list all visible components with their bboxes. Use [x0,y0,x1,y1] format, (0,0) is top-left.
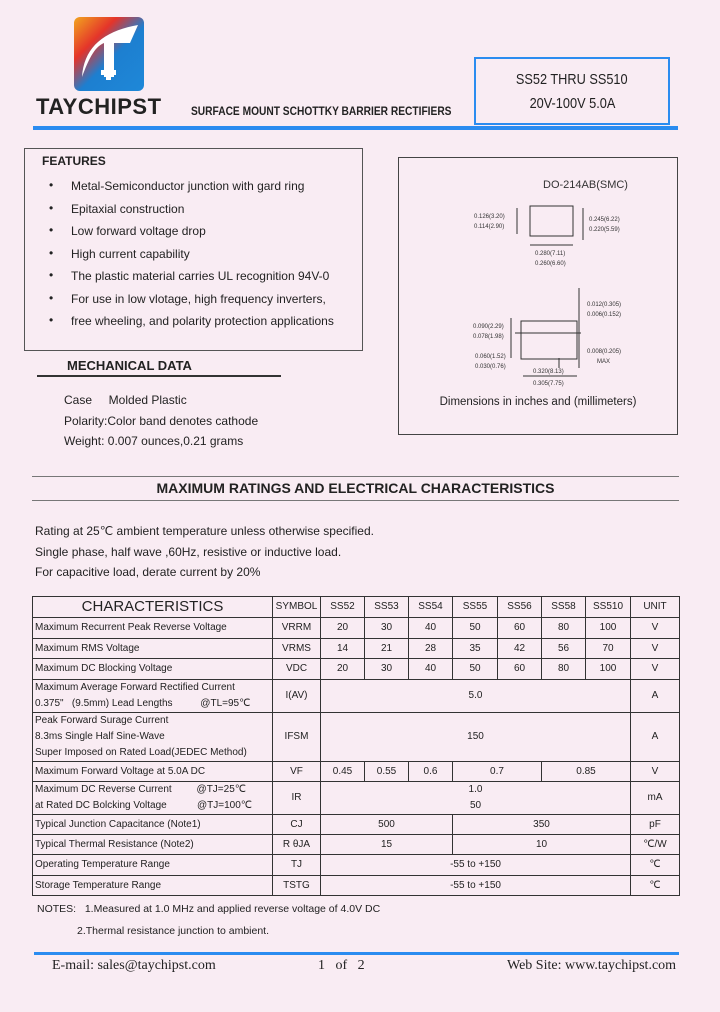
table-header-row [33,597,680,618]
symbol: R θJA [273,835,321,855]
dim-label: 0.114(2.90) [474,224,505,230]
column-header: SYMBOL [273,597,321,618]
unit: V [631,762,680,782]
value: 60 [498,659,542,680]
package-diagram [398,157,678,435]
value: 0.6 [409,762,453,782]
column-header: SS55 [453,597,498,618]
dim-label: 0.012(0.305) [587,302,622,308]
note-2: 2.Thermal resistance junction to ambient. [77,925,270,937]
dim-label: 0.220(5.59) [589,227,620,233]
unit: pF [631,815,680,835]
rating-note: Rating at 25℃ ambient temperature unless otherwise specified. [35,524,374,538]
value: 150 [321,713,631,762]
characteristics-table [32,596,680,896]
param-label: Typical Thermal Resistance (Note2) [33,835,273,855]
symbol: VDC [273,659,321,680]
mechanical-data-title: MECHANICAL DATA [37,358,281,377]
dim-label: 0.245(6.22) [589,217,620,223]
param-line: 0.375" (9.5mm) Lead Lengths @TL=95℃ [35,698,251,709]
dim-label: 0.078(1.98) [473,334,504,340]
param-line: Peak Forward Surage Current [35,715,169,726]
column-header: CHARACTERISTICS [33,597,273,618]
value [321,782,631,815]
condition: @TJ=100℃ [196,800,252,811]
value: 0.85 [542,762,631,782]
table-row [33,713,680,762]
condition: @TJ=25℃ [196,784,246,795]
brand-name: TAYCHIPST [36,94,162,119]
column-header: SS54 [409,597,453,618]
mech-case: Case Molded Plastic [64,393,187,407]
dim-label: 0.280(7.11) [535,251,566,257]
feature-item: • The plastic material carries UL recognition 94V-0 [49,269,334,292]
dim-label: 0.305(7.75) [533,381,564,387]
unit: V [631,659,680,680]
feature-item: • For use in low vlotage, high frequency inverters, [49,292,334,315]
unit: ℃/W [631,835,680,855]
features-title: FEATURES [42,154,106,168]
divider [32,500,679,501]
unit: A [631,713,680,762]
value: 500 [321,815,453,835]
value: -55 to +150 [321,855,631,876]
table-row [33,618,680,639]
feature-item: • Low forward voltage drop [49,224,334,247]
value: 5.0 [321,680,631,713]
unit: ℃ [631,855,680,876]
param-line: Maximum DC Reverse Current [35,784,172,795]
voltage-current-rating: 20V-100V 5.0A [529,95,615,112]
footer-website[interactable]: Web Site: www.taychipst.com [507,958,677,973]
value: 80 [542,618,586,639]
value: 56 [542,639,586,659]
column-header: SS58 [542,597,586,618]
table-row [33,835,680,855]
value: -55 to +150 [321,876,631,896]
value-line: 50 [469,800,482,811]
header-divider [33,126,678,130]
param-label: Maximum RMS Voltage [33,639,273,659]
param-label: Operating Temperature Range [33,855,273,876]
param-label: Storage Temperature Range [33,876,273,896]
column-header: SS56 [498,597,542,618]
dim-label: 0.060(1.52) [475,354,506,360]
rating-note: Single phase, half wave ,60Hz, resistive or inductive load. [35,544,342,559]
rating-note: For capacitive load, derate current by 20% [35,565,261,579]
value: 60 [498,618,542,639]
unit: ℃ [631,876,680,896]
value: 40 [409,659,453,680]
value: 20 [321,618,365,639]
param-line: 8.3ms Single Half Sine-Wave [35,731,165,742]
part-range: SS52 THRU SS510 [516,71,628,88]
symbol: IFSM [273,713,321,762]
value: 100 [586,659,631,680]
value: 14 [321,639,365,659]
value: 28 [409,639,453,659]
section-title: MAXIMUM RATINGS AND ELECTRICAL CHARACTERISTICS [156,480,555,496]
value: 21 [365,639,409,659]
dim-label: 0.030(0.76) [475,364,506,370]
value: 0.45 [321,762,365,782]
table-row [33,876,680,896]
param-label [33,713,273,762]
part-range-box [474,57,670,125]
value: 15 [321,835,453,855]
table-row [33,762,680,782]
value-line: 1.0 [468,784,483,795]
column-header: SS53 [365,597,409,618]
value: 42 [498,639,542,659]
param-line: Maximum Average Forward Rectified Current [35,682,235,693]
rating-conditions [35,521,374,583]
value: 50 [453,618,498,639]
value: 40 [409,618,453,639]
value: 80 [542,659,586,680]
features-box [24,148,363,351]
feature-item: • High current capability [49,247,334,270]
note-1: NOTES: 1.Measured at 1.0 MHz and applied reverse voltage of 4.0V DC [37,903,381,915]
column-header: UNIT [631,597,680,618]
symbol: VRRM [273,618,321,639]
symbol: VRMS [273,639,321,659]
unit: V [631,639,680,659]
feature-item: • Epitaxial construction [49,202,334,225]
mech-weight: Weight: 0.007 ounces,0.21 grams [64,434,244,448]
page-number: 1 of 2 [318,958,365,973]
feature-item: • Metal-Semiconductor junction with gard ring [49,179,334,202]
param-label: Maximum Recurrent Peak Reverse Voltage [33,618,273,639]
dim-label: MAX [597,359,611,365]
value: 50 [453,659,498,680]
dim-label: 0.320(8.13) [533,369,564,375]
table-row [33,639,680,659]
table-row [33,680,680,713]
symbol: TJ [273,855,321,876]
footer-email[interactable]: E-mail: sales@taychipst.com [52,958,216,973]
value: 350 [453,815,631,835]
symbol: TSTG [273,876,321,896]
table-row [33,659,680,680]
symbol: CJ [273,815,321,835]
feature-item: • free wheeling, and polarity protection applications [49,314,334,337]
unit: V [631,618,680,639]
param-label [33,680,273,713]
dim-label: 0.008(0.205) [587,349,622,355]
param-label: Maximum DC Blocking Voltage [33,659,273,680]
notes [37,898,380,942]
param-line: at Rated DC Bolcking Voltage [35,800,167,811]
footer-divider [34,952,679,955]
value: 0.7 [453,762,542,782]
table-row [33,782,680,815]
company-logo [74,17,144,91]
table-row [33,815,680,835]
param-label: Maximum Forward Voltage at 5.0A DC [33,762,273,782]
unit: A [631,680,680,713]
param-label [33,782,273,815]
value: 100 [586,618,631,639]
dim-label: 0.090(2.29) [473,324,504,330]
value: 30 [365,659,409,680]
table-row [33,855,680,876]
product-subtitle: SURFACE MOUNT SCHOTTKY BARRIER RECTIFIERS [191,104,452,118]
column-header: SS510 [586,597,631,618]
value: 10 [453,835,631,855]
dim-label: 0.126(3.20) [474,214,505,220]
value: 35 [453,639,498,659]
value: 70 [586,639,631,659]
divider [32,476,679,477]
unit: mA [631,782,680,815]
value: 0.55 [365,762,409,782]
symbol: IR [273,782,321,815]
mech-polarity: Polarity:Color band denotes cathode [64,413,259,428]
package-name: DO-214AB(SMC) [543,179,628,191]
param-label: Typical Junction Capacitance (Note1) [33,815,273,835]
param-line: Super Imposed on Rated Load(JEDEC Method) [35,747,247,758]
column-header: SS52 [321,597,365,618]
value: 20 [321,659,365,680]
dim-label: 0.260(6.60) [535,261,566,267]
mechanical-data [64,390,258,452]
dimensions-caption: Dimensions in inches and (millimeters) [439,396,637,408]
symbol: I(AV) [273,680,321,713]
symbol: VF [273,762,321,782]
dim-label: 0.006(0.152) [587,312,622,318]
value: 30 [365,618,409,639]
